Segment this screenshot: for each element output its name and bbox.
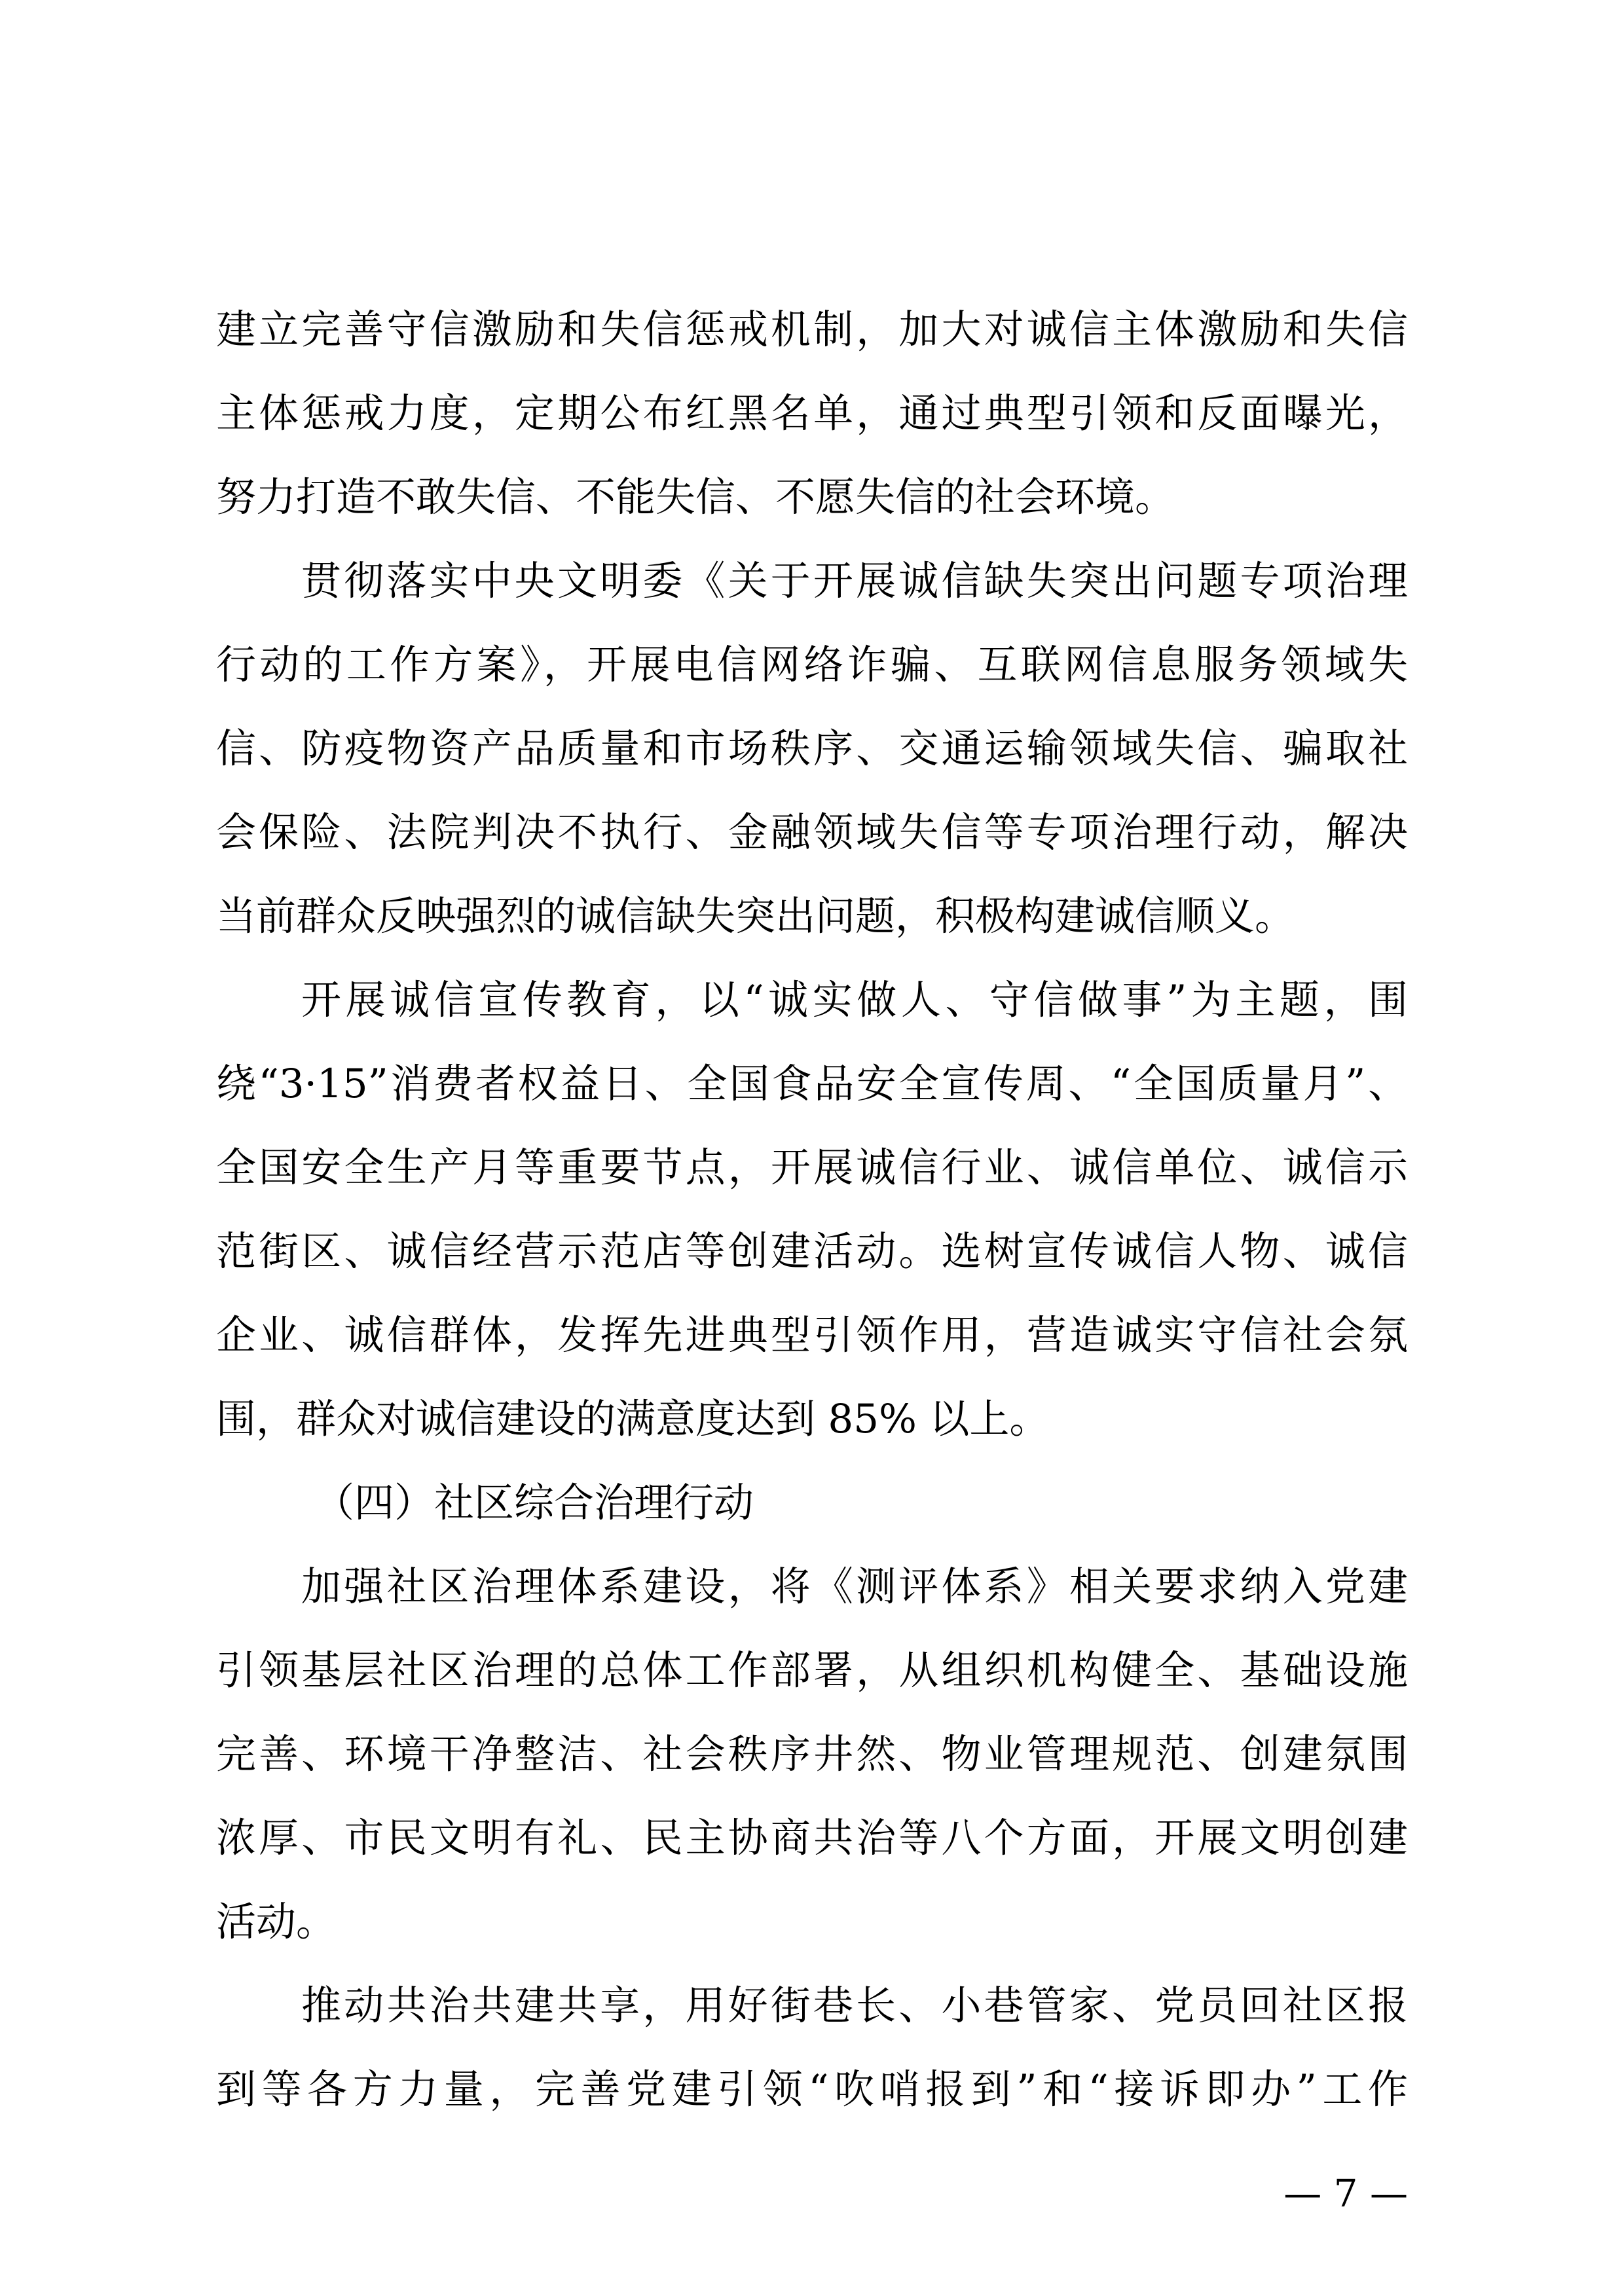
section-heading: （四）社区综合治理行动 (314, 1480, 754, 1526)
text-line: 信、防疫物资产品质量和市场秩序、交通运输领域失信、骗取社 (216, 725, 1408, 772)
text-line: 企业、诚信群体，发挥先进典型引领作用，营造诚实守信社会氛 (216, 1312, 1408, 1358)
text-line: 范街区、诚信经营示范店等创建活动。选树宣传诚信人物、诚信 (216, 1228, 1408, 1275)
text-line: 会保险、法院判决不执行、金融领域失信等专项治理行动，解决 (216, 809, 1408, 856)
body-text (216, 288, 1408, 2132)
text-line: 浓厚、市民文明有礼、民主协商共治等八个方面，开展文明创建 (216, 1815, 1408, 1861)
text-line: 围，群众对诚信建设的满意度达到 85% 以上。 (216, 1396, 1050, 1442)
text-line: 建立完善守信激励和失信惩戒机制，加大对诚信主体激励和失信 (216, 306, 1408, 353)
text-line: 行动的工作方案》，开展电信网络诈骗、互联网信息服务领域失 (216, 642, 1408, 688)
page-number: — 7 — (1283, 2171, 1408, 2215)
text-line: 推动共治共建共享，用好街巷长、小巷管家、党员回社区报 (301, 1982, 1408, 2029)
text-line: 当前群众反映强烈的诚信缺失突出问题，积极构建诚信顺义。 (216, 893, 1295, 939)
text-line: 引领基层社区治理的总体工作部署，从组织机构健全、基础设施 (216, 1647, 1408, 1694)
text-line: 努力打造不敢失信、不能失信、不愿失信的社会环境。 (216, 474, 1175, 520)
text-line: 完善、环境干净整洁、社会秩序井然、物业管理规范、创建氛围 (216, 1731, 1408, 1777)
text-line: 加强社区治理体系建设，将《测评体系》相关要求纳入党建 (301, 1563, 1408, 1610)
text-line: 开展诚信宣传教育，以“诚实做人、守信做事”为主题，围 (301, 977, 1408, 1023)
text-line: 主体惩戒力度，定期公布红黑名单，通过典型引领和反面曝光， (216, 390, 1408, 437)
text-line: 贯彻落实中央文明委《关于开展诚信缺失突出问题专项治理 (301, 558, 1408, 604)
text-line: 绕“3·15”消费者权益日、全国食品安全宣传周、“全国质量月”、 (216, 1061, 1408, 1107)
text-line: 到等各方力量，完善党建引领“吹哨报到”和“接诉即办”工作 (216, 2066, 1408, 2113)
text-line: 活动。 (216, 1899, 337, 1945)
text-line: 全国安全生产月等重要节点，开展诚信行业、诚信单位、诚信示 (216, 1144, 1408, 1191)
